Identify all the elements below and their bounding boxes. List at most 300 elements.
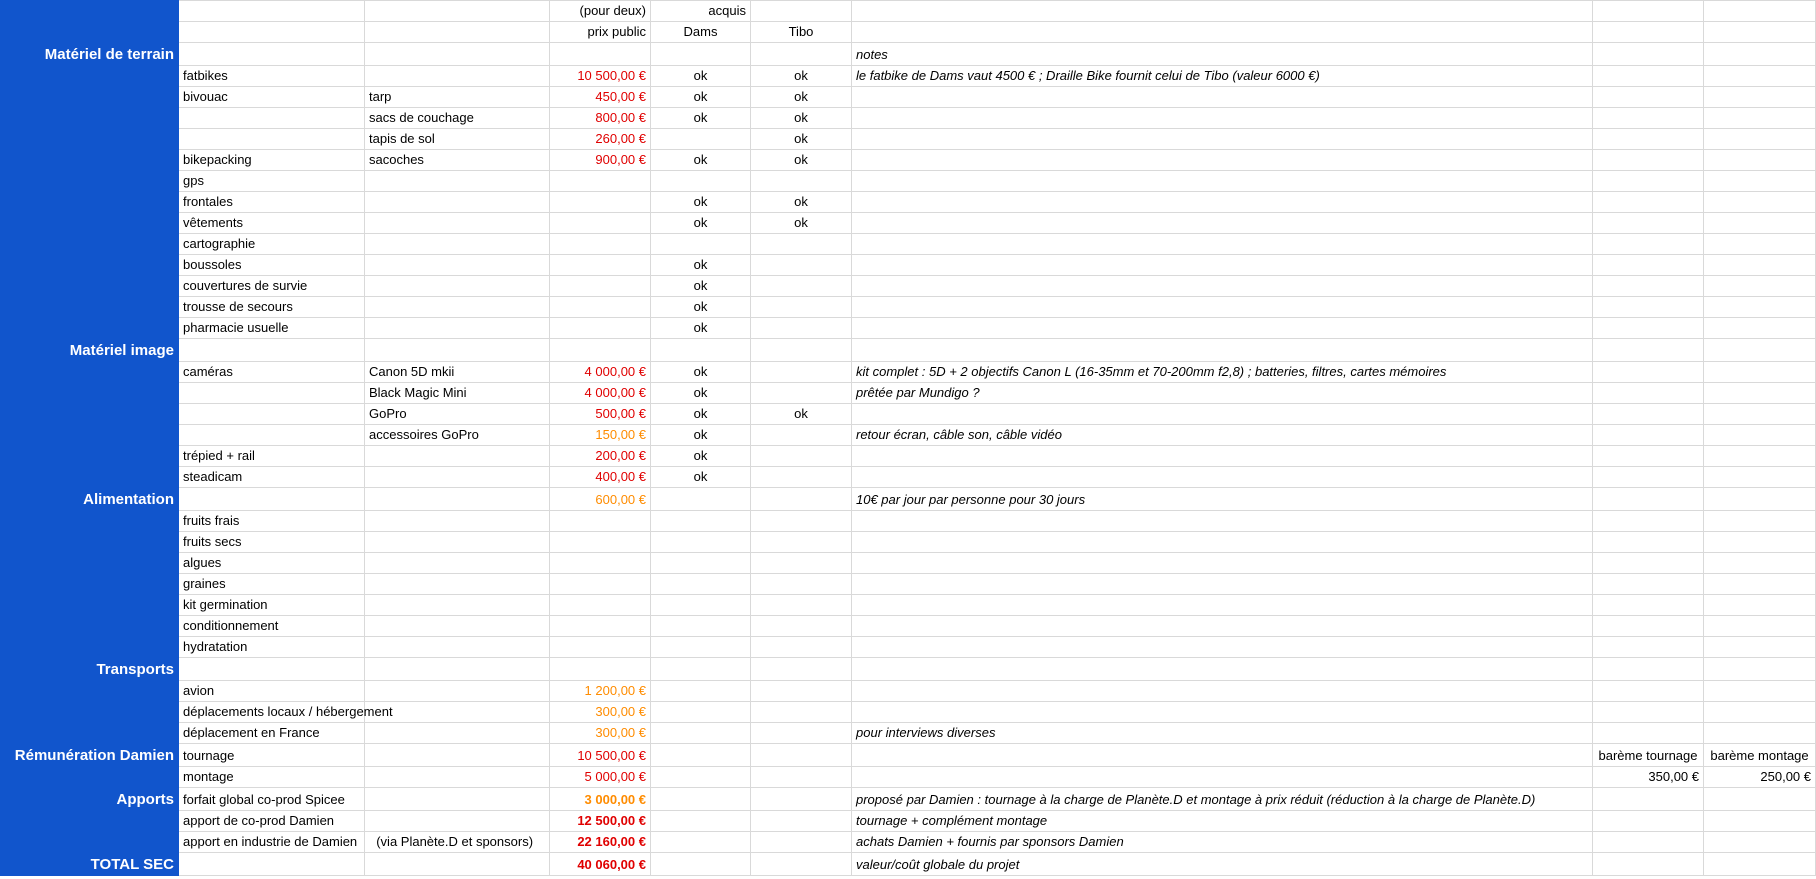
cell-item[interactable]: déplacement en France <box>179 723 365 744</box>
cell-category[interactable] <box>1 532 179 553</box>
cell-bareme-tournage[interactable] <box>1593 658 1704 681</box>
cell-item[interactable]: boussoles <box>179 255 365 276</box>
cell-detail[interactable] <box>365 467 550 488</box>
cell-acquis-dams[interactable] <box>651 339 751 362</box>
cell-detail[interactable] <box>365 723 550 744</box>
cell-category[interactable] <box>1 66 179 87</box>
cell-acquis-tibo[interactable] <box>751 467 852 488</box>
cell-category[interactable] <box>1 404 179 425</box>
cell-notes[interactable] <box>852 276 1593 297</box>
cell-notes[interactable] <box>852 574 1593 595</box>
cell-item[interactable]: apport en industrie de Damien <box>179 832 365 853</box>
cell-detail[interactable] <box>365 574 550 595</box>
cell-bareme-montage[interactable] <box>1704 853 1816 876</box>
cell-bareme-tournage[interactable] <box>1593 723 1704 744</box>
cell-bareme-montage[interactable] <box>1704 467 1816 488</box>
cell-bareme-tournage[interactable] <box>1593 811 1704 832</box>
cell-item[interactable]: steadicam <box>179 467 365 488</box>
cell-notes[interactable] <box>852 150 1593 171</box>
cell-item[interactable]: gps <box>179 171 365 192</box>
cell-bareme-montage[interactable]: barème montage <box>1704 744 1816 767</box>
cell-category[interactable]: Matériel de terrain <box>1 43 179 66</box>
cell-category[interactable] <box>1 255 179 276</box>
cell-acquis-dams[interactable]: ok <box>651 404 751 425</box>
cell-notes[interactable]: tournage + complément montage <box>852 811 1593 832</box>
cell-detail[interactable] <box>365 213 550 234</box>
cell-bareme-tournage[interactable] <box>1593 511 1704 532</box>
cell-bareme-montage[interactable] <box>1704 318 1816 339</box>
cell-price[interactable]: 1 200,00 € <box>550 681 651 702</box>
cell-item[interactable] <box>179 404 365 425</box>
cell-acquis-tibo[interactable] <box>751 318 852 339</box>
cell-bareme-tournage[interactable] <box>1593 22 1704 43</box>
cell-acquis-tibo[interactable] <box>751 637 852 658</box>
cell-category[interactable] <box>1 767 179 788</box>
cell-acquis-dams[interactable]: ok <box>651 318 751 339</box>
cell-detail[interactable]: sacs de couchage <box>365 108 550 129</box>
cell-price[interactable]: 3 000,00 € <box>550 788 651 811</box>
cell-item[interactable]: fruits frais <box>179 511 365 532</box>
cell-price[interactable] <box>550 339 651 362</box>
cell-detail[interactable] <box>365 637 550 658</box>
cell-notes[interactable] <box>852 1 1593 22</box>
cell-detail[interactable] <box>365 318 550 339</box>
cell-acquis-tibo[interactable]: ok <box>751 129 852 150</box>
cell-detail[interactable]: tapis de sol <box>365 129 550 150</box>
cell-bareme-montage[interactable] <box>1704 171 1816 192</box>
cell-bareme-tournage[interactable] <box>1593 532 1704 553</box>
cell-item[interactable] <box>179 129 365 150</box>
cell-notes[interactable] <box>852 467 1593 488</box>
cell-acquis-tibo[interactable] <box>751 362 852 383</box>
cell-acquis-tibo[interactable] <box>751 574 852 595</box>
cell-acquis-dams[interactable] <box>651 488 751 511</box>
cell-detail[interactable] <box>365 616 550 637</box>
cell-price[interactable]: 22 160,00 € <box>550 832 651 853</box>
cell-category[interactable] <box>1 467 179 488</box>
cell-acquis-tibo[interactable] <box>751 276 852 297</box>
cell-price[interactable]: 400,00 € <box>550 467 651 488</box>
cell-item[interactable]: tournage <box>179 744 365 767</box>
cell-item[interactable]: pharmacie usuelle <box>179 318 365 339</box>
cell-detail[interactable] <box>365 532 550 553</box>
cell-acquis-tibo[interactable] <box>751 616 852 637</box>
cell-acquis-tibo[interactable]: ok <box>751 213 852 234</box>
cell-category[interactable] <box>1 171 179 192</box>
cell-bareme-montage[interactable] <box>1704 87 1816 108</box>
cell-item[interactable]: cartographie <box>179 234 365 255</box>
cell-acquis-dams[interactable]: ok <box>651 192 751 213</box>
cell-acquis-dams[interactable]: Dams <box>651 22 751 43</box>
cell-category[interactable] <box>1 832 179 853</box>
cell-bareme-montage[interactable] <box>1704 66 1816 87</box>
cell-detail[interactable] <box>365 276 550 297</box>
cell-detail[interactable]: tarp <box>365 87 550 108</box>
cell-acquis-tibo[interactable]: ok <box>751 108 852 129</box>
cell-bareme-montage[interactable] <box>1704 681 1816 702</box>
cell-bareme-montage[interactable] <box>1704 297 1816 318</box>
cell-acquis-tibo[interactable] <box>751 832 852 853</box>
cell-category[interactable] <box>1 192 179 213</box>
cell-item[interactable]: hydratation <box>179 637 365 658</box>
cell-item[interactable]: frontales <box>179 192 365 213</box>
cell-price[interactable]: 5 000,00 € <box>550 767 651 788</box>
cell-price[interactable] <box>550 532 651 553</box>
cell-bareme-tournage[interactable] <box>1593 108 1704 129</box>
cell-notes[interactable] <box>852 108 1593 129</box>
cell-price[interactable] <box>550 637 651 658</box>
cell-item[interactable] <box>179 383 365 404</box>
cell-item[interactable]: algues <box>179 553 365 574</box>
cell-acquis-tibo[interactable] <box>751 488 852 511</box>
cell-bareme-tournage[interactable] <box>1593 832 1704 853</box>
cell-bareme-tournage[interactable] <box>1593 362 1704 383</box>
cell-price[interactable]: 260,00 € <box>550 129 651 150</box>
cell-acquis-dams[interactable] <box>651 234 751 255</box>
cell-bareme-tournage[interactable] <box>1593 129 1704 150</box>
cell-price[interactable]: 10 500,00 € <box>550 66 651 87</box>
cell-acquis-dams[interactable] <box>651 723 751 744</box>
cell-bareme-tournage[interactable] <box>1593 616 1704 637</box>
cell-category[interactable] <box>1 553 179 574</box>
cell-price[interactable]: 200,00 € <box>550 446 651 467</box>
cell-notes[interactable] <box>852 616 1593 637</box>
cell-detail[interactable] <box>365 255 550 276</box>
cell-acquis-tibo[interactable]: ok <box>751 192 852 213</box>
cell-detail[interactable] <box>365 66 550 87</box>
cell-acquis-tibo[interactable] <box>751 811 852 832</box>
cell-acquis-tibo[interactable] <box>751 723 852 744</box>
cell-notes[interactable] <box>852 129 1593 150</box>
cell-detail[interactable] <box>365 234 550 255</box>
cell-notes[interactable] <box>852 553 1593 574</box>
cell-notes[interactable]: le fatbike de Dams vaut 4500 € ; Draille Bike fournit celui de Tibo (valeur 6000 €) <box>852 66 1593 87</box>
cell-acquis-tibo[interactable] <box>751 681 852 702</box>
cell-item[interactable] <box>179 1 365 22</box>
cell-bareme-montage[interactable] <box>1704 595 1816 616</box>
cell-notes[interactable]: achats Damien + fournis par sponsors Damien <box>852 832 1593 853</box>
cell-bareme-tournage[interactable] <box>1593 66 1704 87</box>
cell-notes[interactable]: notes <box>852 43 1593 66</box>
cell-bareme-montage[interactable] <box>1704 658 1816 681</box>
cell-acquis-dams[interactable] <box>651 553 751 574</box>
cell-bareme-montage[interactable] <box>1704 234 1816 255</box>
cell-price[interactable]: 450,00 € <box>550 87 651 108</box>
cell-bareme-montage[interactable] <box>1704 383 1816 404</box>
cell-acquis-dams[interactable]: ok <box>651 362 751 383</box>
cell-detail[interactable] <box>365 339 550 362</box>
cell-price[interactable] <box>550 318 651 339</box>
cell-acquis-dams[interactable] <box>651 129 751 150</box>
cell-acquis-dams[interactable] <box>651 744 751 767</box>
cell-bareme-tournage[interactable] <box>1593 446 1704 467</box>
cell-bareme-montage[interactable] <box>1704 129 1816 150</box>
cell-notes[interactable] <box>852 637 1593 658</box>
cell-bareme-tournage[interactable] <box>1593 595 1704 616</box>
cell-acquis-dams[interactable] <box>651 702 751 723</box>
cell-acquis-tibo[interactable]: ok <box>751 404 852 425</box>
cell-acquis-tibo[interactable] <box>751 446 852 467</box>
cell-category[interactable] <box>1 574 179 595</box>
cell-acquis-dams[interactable] <box>651 811 751 832</box>
cell-acquis-tibo[interactable] <box>751 511 852 532</box>
cell-category[interactable] <box>1 637 179 658</box>
cell-bareme-tournage[interactable] <box>1593 297 1704 318</box>
cell-item[interactable] <box>179 43 365 66</box>
cell-detail[interactable] <box>365 553 550 574</box>
cell-acquis-tibo[interactable]: ok <box>751 66 852 87</box>
cell-acquis-dams[interactable]: ok <box>651 467 751 488</box>
cell-detail[interactable] <box>365 43 550 66</box>
cell-price[interactable]: 500,00 € <box>550 404 651 425</box>
cell-detail[interactable] <box>365 446 550 467</box>
cell-bareme-tournage[interactable]: barème tournage <box>1593 744 1704 767</box>
cell-item[interactable]: montage <box>179 767 365 788</box>
cell-detail[interactable] <box>365 767 550 788</box>
cell-detail[interactable] <box>365 853 550 876</box>
cell-category[interactable] <box>1 318 179 339</box>
cell-acquis-tibo[interactable] <box>751 234 852 255</box>
cell-category[interactable] <box>1 129 179 150</box>
cell-notes[interactable] <box>852 658 1593 681</box>
cell-price[interactable] <box>550 171 651 192</box>
cell-acquis-tibo[interactable] <box>751 43 852 66</box>
cell-bareme-tournage[interactable] <box>1593 171 1704 192</box>
cell-category[interactable]: Matériel image <box>1 339 179 362</box>
cell-category[interactable] <box>1 511 179 532</box>
cell-price[interactable]: 150,00 € <box>550 425 651 446</box>
cell-item[interactable]: bivouac <box>179 87 365 108</box>
cell-item[interactable] <box>179 425 365 446</box>
cell-acquis-tibo[interactable] <box>751 339 852 362</box>
cell-notes[interactable] <box>852 446 1593 467</box>
cell-price[interactable] <box>550 553 651 574</box>
cell-acquis-dams[interactable]: ok <box>651 108 751 129</box>
cell-notes[interactable] <box>852 702 1593 723</box>
cell-notes[interactable] <box>852 318 1593 339</box>
cell-bareme-tournage[interactable] <box>1593 637 1704 658</box>
cell-bareme-montage[interactable] <box>1704 255 1816 276</box>
cell-bareme-montage[interactable] <box>1704 276 1816 297</box>
cell-category[interactable] <box>1 87 179 108</box>
cell-price[interactable]: 12 500,00 € <box>550 811 651 832</box>
cell-acquis-tibo[interactable] <box>751 553 852 574</box>
cell-acquis-tibo[interactable]: Tibo <box>751 22 852 43</box>
cell-bareme-montage[interactable] <box>1704 22 1816 43</box>
cell-bareme-montage[interactable] <box>1704 108 1816 129</box>
cell-acquis-dams[interactable]: ok <box>651 213 751 234</box>
cell-notes[interactable] <box>852 681 1593 702</box>
cell-bareme-montage[interactable] <box>1704 488 1816 511</box>
cell-category[interactable] <box>1 595 179 616</box>
cell-bareme-tournage[interactable] <box>1593 234 1704 255</box>
cell-acquis-dams[interactable] <box>651 574 751 595</box>
cell-detail[interactable] <box>365 658 550 681</box>
cell-category[interactable]: Apports <box>1 788 179 811</box>
cell-acquis-dams[interactable]: ok <box>651 425 751 446</box>
cell-category[interactable]: Transports <box>1 658 179 681</box>
cell-detail[interactable] <box>365 595 550 616</box>
cell-detail[interactable] <box>365 1 550 22</box>
cell-bareme-montage[interactable] <box>1704 425 1816 446</box>
cell-bareme-montage[interactable] <box>1704 43 1816 66</box>
cell-bareme-montage[interactable]: 250,00 € <box>1704 767 1816 788</box>
cell-notes[interactable] <box>852 22 1593 43</box>
cell-acquis-dams[interactable] <box>651 832 751 853</box>
cell-acquis-tibo[interactable] <box>751 658 852 681</box>
cell-detail[interactable] <box>365 192 550 213</box>
cell-detail[interactable]: Canon 5D mkii <box>365 362 550 383</box>
cell-acquis-dams[interactable] <box>651 532 751 553</box>
cell-bareme-montage[interactable] <box>1704 532 1816 553</box>
cell-bareme-montage[interactable] <box>1704 446 1816 467</box>
cell-acquis-dams[interactable]: ok <box>651 446 751 467</box>
cell-acquis-tibo[interactable] <box>751 171 852 192</box>
cell-acquis-tibo[interactable] <box>751 532 852 553</box>
cell-item[interactable]: apport de co-prod Damien <box>179 811 365 832</box>
cell-item[interactable] <box>179 658 365 681</box>
cell-acquis-tibo[interactable] <box>751 853 852 876</box>
cell-notes[interactable] <box>852 339 1593 362</box>
cell-item[interactable]: trousse de secours <box>179 297 365 318</box>
cell-detail[interactable] <box>365 788 550 811</box>
cell-acquis-tibo[interactable] <box>751 425 852 446</box>
cell-notes[interactable] <box>852 767 1593 788</box>
cell-notes[interactable] <box>852 595 1593 616</box>
cell-bareme-tournage[interactable] <box>1593 1 1704 22</box>
cell-notes[interactable] <box>852 213 1593 234</box>
cell-notes[interactable] <box>852 297 1593 318</box>
cell-detail[interactable] <box>365 488 550 511</box>
cell-bareme-montage[interactable] <box>1704 788 1816 811</box>
cell-item[interactable]: graines <box>179 574 365 595</box>
cell-price[interactable] <box>550 43 651 66</box>
cell-detail[interactable] <box>365 811 550 832</box>
cell-item[interactable]: fruits secs <box>179 532 365 553</box>
cell-acquis-dams[interactable]: ok <box>651 297 751 318</box>
cell-category[interactable] <box>1 616 179 637</box>
cell-acquis-dams[interactable]: ok <box>651 383 751 404</box>
cell-category[interactable] <box>1 362 179 383</box>
cell-detail[interactable] <box>365 681 550 702</box>
cell-item[interactable]: kit germination <box>179 595 365 616</box>
cell-bareme-tournage[interactable] <box>1593 255 1704 276</box>
cell-category[interactable] <box>1 234 179 255</box>
cell-acquis-tibo[interactable] <box>751 595 852 616</box>
cell-item[interactable]: vêtements <box>179 213 365 234</box>
cell-detail[interactable] <box>365 744 550 767</box>
cell-category[interactable]: TOTAL SEC <box>1 853 179 876</box>
cell-acquis-dams[interactable] <box>651 788 751 811</box>
cell-notes[interactable]: proposé par Damien : tournage à la charge de Planète.D et montage à prix réduit (réduction à la charge de Planète.D) <box>852 788 1593 811</box>
cell-notes[interactable]: retour écran, câble son, câble vidéo <box>852 425 1593 446</box>
cell-acquis-tibo[interactable] <box>751 744 852 767</box>
cell-notes[interactable] <box>852 532 1593 553</box>
cell-price[interactable] <box>550 297 651 318</box>
cell-acquis-dams[interactable] <box>651 681 751 702</box>
cell-notes[interactable]: 10€ par jour par personne pour 30 jours <box>852 488 1593 511</box>
cell-price[interactable]: 800,00 € <box>550 108 651 129</box>
cell-category[interactable] <box>1 383 179 404</box>
cell-bareme-montage[interactable] <box>1704 553 1816 574</box>
cell-price[interactable]: 40 060,00 € <box>550 853 651 876</box>
cell-notes[interactable] <box>852 744 1593 767</box>
cell-acquis-dams[interactable]: ok <box>651 276 751 297</box>
cell-category[interactable] <box>1 1 179 22</box>
cell-category[interactable] <box>1 681 179 702</box>
cell-category[interactable] <box>1 108 179 129</box>
cell-item[interactable] <box>179 108 365 129</box>
cell-bareme-tournage[interactable] <box>1593 681 1704 702</box>
cell-notes[interactable]: valeur/coût globale du projet <box>852 853 1593 876</box>
cell-bareme-tournage[interactable] <box>1593 853 1704 876</box>
cell-price[interactable]: 4 000,00 € <box>550 383 651 404</box>
cell-acquis-tibo[interactable] <box>751 297 852 318</box>
cell-bareme-montage[interactable] <box>1704 723 1816 744</box>
cell-bareme-tournage[interactable] <box>1593 788 1704 811</box>
cell-price[interactable] <box>550 276 651 297</box>
cell-acquis-dams[interactable] <box>651 616 751 637</box>
cell-detail[interactable] <box>365 22 550 43</box>
cell-price[interactable]: (pour deux) <box>550 1 651 22</box>
cell-bareme-montage[interactable] <box>1704 832 1816 853</box>
cell-price[interactable]: 300,00 € <box>550 702 651 723</box>
cell-bareme-montage[interactable] <box>1704 616 1816 637</box>
cell-price[interactable] <box>550 595 651 616</box>
cell-item[interactable]: avion <box>179 681 365 702</box>
cell-bareme-tournage[interactable] <box>1593 383 1704 404</box>
cell-acquis-dams[interactable]: ok <box>651 87 751 108</box>
cell-bareme-tournage[interactable] <box>1593 467 1704 488</box>
cell-acquis-tibo[interactable] <box>751 383 852 404</box>
cell-bareme-montage[interactable] <box>1704 362 1816 383</box>
cell-price[interactable]: 4 000,00 € <box>550 362 651 383</box>
cell-item[interactable] <box>179 22 365 43</box>
cell-acquis-dams[interactable]: ok <box>651 66 751 87</box>
cell-bareme-tournage[interactable] <box>1593 43 1704 66</box>
cell-bareme-tournage[interactable] <box>1593 213 1704 234</box>
cell-bareme-tournage[interactable] <box>1593 87 1704 108</box>
cell-bareme-montage[interactable] <box>1704 1 1816 22</box>
cell-acquis-tibo[interactable] <box>751 767 852 788</box>
cell-category[interactable] <box>1 811 179 832</box>
cell-price[interactable] <box>550 234 651 255</box>
cell-acquis-dams[interactable] <box>651 658 751 681</box>
cell-price[interactable]: 600,00 € <box>550 488 651 511</box>
cell-price[interactable] <box>550 192 651 213</box>
cell-item[interactable]: forfait global co-prod Spicee <box>179 788 365 811</box>
cell-item[interactable]: couvertures de survie <box>179 276 365 297</box>
cell-bareme-montage[interactable] <box>1704 404 1816 425</box>
cell-item[interactable] <box>179 488 365 511</box>
cell-acquis-dams[interactable] <box>651 511 751 532</box>
cell-bareme-tournage[interactable] <box>1593 488 1704 511</box>
cell-bareme-tournage[interactable] <box>1593 574 1704 595</box>
cell-acquis-dams[interactable]: ok <box>651 150 751 171</box>
cell-detail[interactable]: GoPro <box>365 404 550 425</box>
cell-bareme-montage[interactable] <box>1704 511 1816 532</box>
cell-category[interactable] <box>1 425 179 446</box>
cell-acquis-dams[interactable] <box>651 767 751 788</box>
cell-item[interactable]: conditionnement <box>179 616 365 637</box>
cell-item[interactable] <box>179 339 365 362</box>
cell-category[interactable] <box>1 150 179 171</box>
cell-detail[interactable] <box>365 171 550 192</box>
cell-notes[interactable] <box>852 87 1593 108</box>
cell-acquis-tibo[interactable] <box>751 1 852 22</box>
cell-bareme-tournage[interactable] <box>1593 425 1704 446</box>
cell-acquis-dams[interactable] <box>651 595 751 616</box>
